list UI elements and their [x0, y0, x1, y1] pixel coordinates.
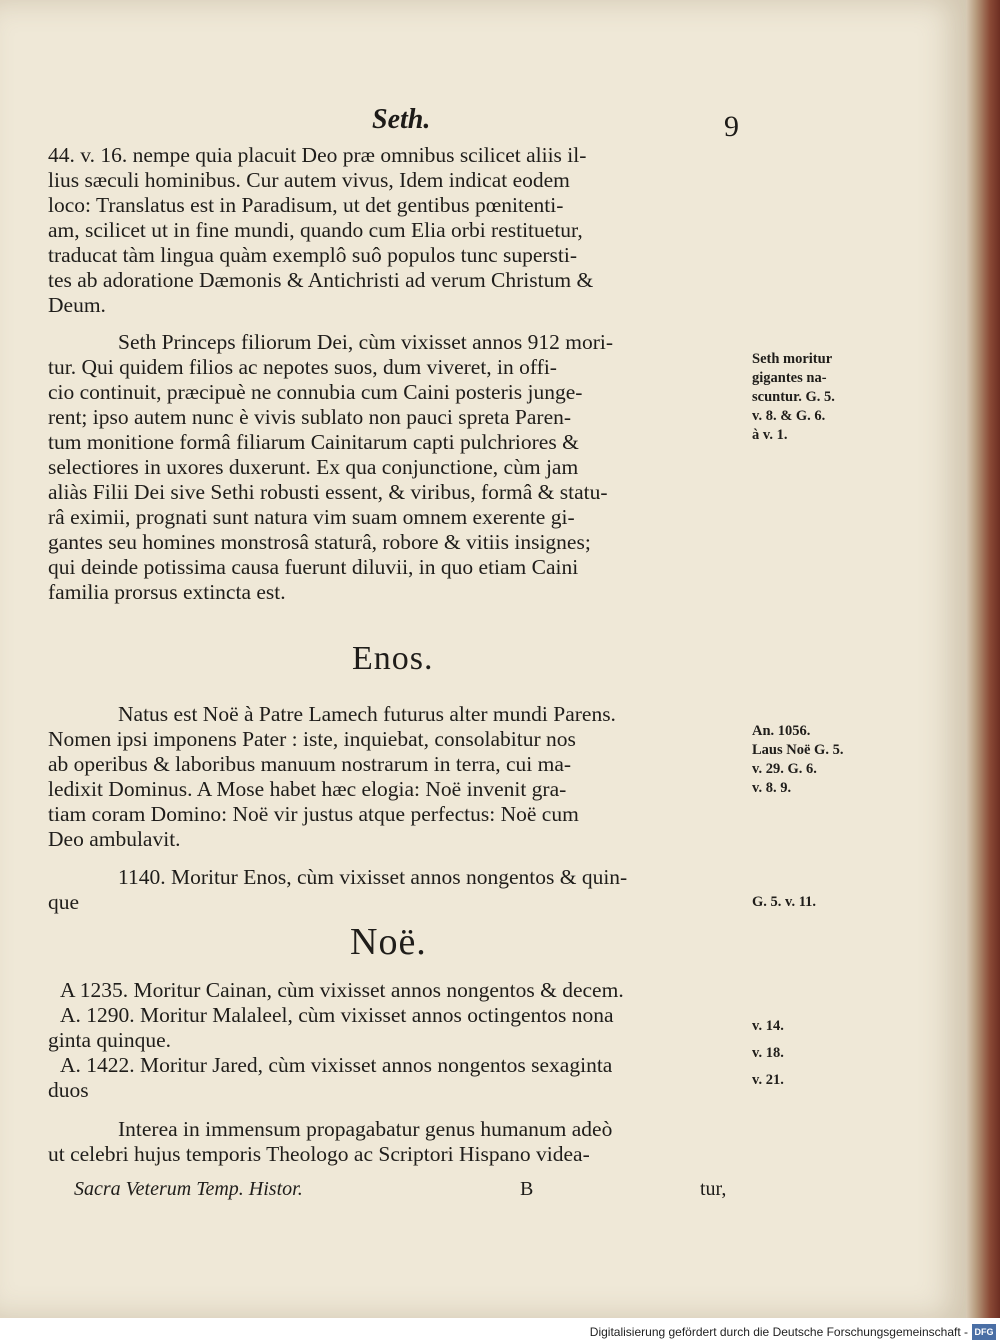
- paragraph-noe-birth: [48, 702, 738, 852]
- text-line: ut celebri hujus temporis Theologo ac Scriptori Hispano videa-: [48, 1142, 590, 1166]
- margin-line: G. 5. v. 11.: [752, 894, 817, 910]
- text-line: 1140. Moritur Enos, cùm vixisset annos nongentos & quin-: [118, 865, 628, 889]
- text-line: tur. Qui quidem filios ac nepotes suos, dum viveret, in offi-: [48, 355, 557, 379]
- text-line: duos: [48, 1078, 89, 1102]
- text-line: A 1235. Moritur Cainan, cùm vixisset annos nongentos & decem.: [60, 978, 624, 1002]
- paragraph-seth-translation: [48, 143, 738, 318]
- text-line: râ eximii, prognati sunt natura vim suam omnem exerente gi-: [48, 505, 575, 529]
- running-head: Seth.: [372, 104, 431, 135]
- text-line: A. 1422. Moritur Jared, cùm vixisset annos nongentos sexaginta: [60, 1053, 613, 1077]
- text-line: rent; ipso autem nunc è vivis sublato non pauci spreta Paren-: [48, 405, 572, 429]
- paragraph-seth-death: [48, 330, 738, 605]
- text-line: cio continuit, præcipuè ne connubia cum Caini posteris junge-: [48, 380, 583, 404]
- text-line: Interea in immensum propagabatur genus humanum adeò: [118, 1117, 613, 1141]
- dfg-logo-icon: DFG: [972, 1324, 996, 1340]
- paragraph-interea: [48, 1117, 738, 1167]
- book-spine: [966, 0, 1000, 1344]
- margin-line: v. 29. G. 6.: [752, 761, 817, 777]
- margin-line: v. 8. 9.: [752, 780, 792, 796]
- text-line: Deum.: [48, 293, 106, 317]
- text-line: tum monitione formâ filiarum Cainitarum capti pulchriores &: [48, 430, 579, 454]
- signature-mark: B: [520, 1178, 534, 1200]
- text-line: Seth Princeps filiorum Dei, cùm vixisset annos 912 mori-: [118, 330, 614, 354]
- text-line: A. 1290. Moritur Malaleel, cùm vixisset annos octingentos nona: [60, 1003, 614, 1027]
- text-line: tes ab adoratione Dæmonis & Antichristi ad verum Christum &: [48, 268, 594, 292]
- text-line: selectiores in uxores duxerunt. Ex qua conjunctione, cùm jam: [48, 455, 579, 479]
- page-number: 9: [724, 110, 739, 143]
- text-line: lius sæculi hominibus. Cur autem vivus, Idem indicat eodem: [48, 168, 570, 192]
- footer-source-title: Sacra Veterum Temp. Histor.: [74, 1178, 303, 1200]
- text-line: 44. v. 16. nempe quia placuit Deo præ omnibus scilicet aliis il-: [48, 143, 587, 167]
- margin-line: v. 18.: [752, 1045, 784, 1061]
- margin-line: An. 1056.: [752, 723, 811, 739]
- text-line: traducat tàm lingua quàm exemplô suô populos tunc supersti-: [48, 243, 578, 267]
- text-line: loco: Translatus est in Paradisum, ut det gentibus pœnitenti-: [48, 193, 564, 217]
- digitization-note: Digitalisierung gefördert durch die Deutsche Forschungsgemeinschaft -: [589, 1325, 968, 1339]
- section-heading-noe: Noë.: [350, 921, 427, 963]
- catchword: tur,: [700, 1178, 727, 1200]
- paragraph-patriarch-deaths: [48, 978, 738, 1103]
- margin-line: Laus Noë G. 5.: [752, 742, 844, 758]
- margin-line: scuntur. G. 5.: [752, 389, 835, 405]
- text-line: ginta quinque.: [48, 1028, 172, 1052]
- text-line: que: [48, 890, 80, 914]
- margin-line: gigantes na-: [752, 370, 827, 386]
- text-line: familia prorsus extincta est.: [48, 580, 286, 604]
- text-line: Nomen ipsi imponens Pater : iste, inquiebat, consolabitur nos: [48, 727, 576, 751]
- text-line: ab operibus & laboribus manuum nostrarum in terra, cui ma-: [48, 752, 572, 776]
- section-heading-enos: Enos.: [352, 640, 434, 677]
- margin-line: v. 8. & G. 6.: [752, 408, 826, 424]
- margin-note-verses: [752, 1013, 870, 1094]
- margin-line: à v. 1.: [752, 427, 788, 443]
- margin-note-enos: [752, 893, 870, 912]
- text-line: tiam coram Domino: Noë vir justus atque perfectus: Noë cum: [48, 802, 579, 826]
- text-line: aliàs Filii Dei sive Sethi robusti essent, & viribus, formâ & statu-: [48, 480, 608, 504]
- text-line: qui deinde potissima causa fuerunt diluvii, in quo etiam Caini: [48, 555, 579, 579]
- digitization-footer: [0, 1318, 1000, 1344]
- text-line: gantes seu homines monstrosâ staturâ, robore & vitiis insignes;: [48, 530, 591, 554]
- text-line: Deo ambulavit.: [48, 827, 181, 851]
- margin-line: Seth moritur: [752, 351, 833, 367]
- text-line: am, scilicet ut in fine mundi, quando cum Elia orbi restituetur,: [48, 218, 583, 242]
- margin-note-seth: [752, 350, 870, 445]
- margin-note-noe: [752, 722, 870, 798]
- text-line: ledixit Dominus. A Mose habet hæc elogia: Noë invenit gra-: [48, 777, 567, 801]
- margin-line: v. 14.: [752, 1018, 784, 1034]
- margin-line: v. 21.: [752, 1072, 784, 1088]
- paragraph-enos-death: [48, 865, 738, 915]
- text-line: Natus est Noë à Patre Lamech futurus alter mundi Parens.: [118, 702, 616, 726]
